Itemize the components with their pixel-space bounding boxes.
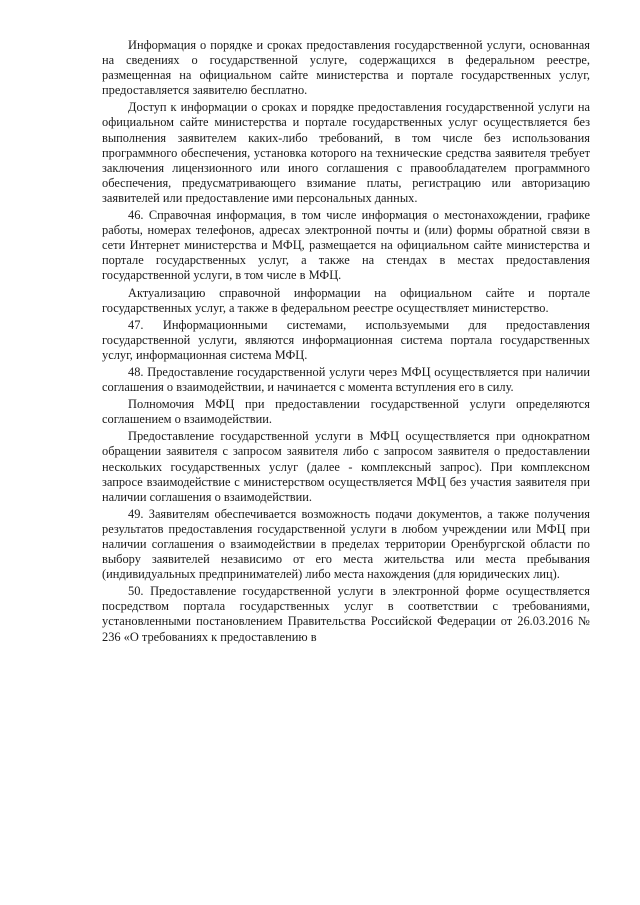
paragraph-item-46: 46. Справочная информация, в том числе информация о местонахождении, графике работы, номерах телефонов, адресах электронной почты и (или) формы обратной связи в сети Интернет министерства и МФЦ, размещается на официальном сайте министерства и портале государственных услуг, а также на стендах в местах предоставления государственной услуги, в том числе в МФЦ. [102,208,590,283]
paragraph-item-50: 50. Предоставление государственной услуги в электронной форме осуществляется посредством портала государственных услуг в соответствии с требованиями, установленными постановлением Правительства Российской Федерации от 26.03.2016 № 236 «О требованиях к предоставлению в [102,584,590,644]
paragraph-item-48: 48. Предоставление государственной услуги через МФЦ осуществляется при наличии соглашения о взаимодействии, и начинается с момента вступления его в силу. [102,364,590,395]
paragraph-mfc-complex-request: Предоставление государственной услуги в МФЦ осуществляется при однократном обращении заявителя с запросом заявителя либо с запросом заявителя о предоставлении нескольких государственных услуг (далее - комплексный запрос). При комплексном запросе взаимодействие с министерством осуществляется МФЦ без участия заявителя при наличии соглашения о взаимодействии. [102,429,590,504]
paragraph-actualization: Актуализацию справочной информации на официальном сайте и портале государственных услуг, а также в федеральном реестре осуществляет министерство. [102,285,590,315]
paragraph-item-49: 49. Заявителям обеспечивается возможность подачи документов, а также получения результатов предоставления государственной услуги в любом учреждении или МФЦ при наличии соглашения о взаимодействии в пределах территории Оренбургской области по выбору заявителей независимо от его места жительства или места пребывания (индивидуальных предпринимателей) либо места нахождения (для юридических лиц). [102,506,590,582]
document-page [102,38,590,647]
paragraph-access-no-requirements: Доступ к информации о сроках и порядке предоставления государственной услуги на официальном сайте министерства и портале государственных услуг осуществляется без выполнения заявителем каких-либо требований, в том числе без использования программного обеспечения, установка которого на технические средства заявителя требует заключения лицензионного или иного соглашения с правообладателем программного обеспечения, предусматривающего взимание платы, регистрацию или авторизацию заявителей или предоставление ими персональных данных. [102,100,590,205]
paragraph-mfc-powers: Полномочия МФЦ при предоставлении государственной услуги определяются соглашением о взаимодействии. [102,397,590,427]
paragraph-item-47: 47. Информационными системами, используемыми для предоставления государственной услуги, являются информационная система портала государственных услуг, информационная система МФЦ. [102,317,590,362]
paragraph-info-free: Информация о порядке и сроках предоставления государственной услуги, основанная на сведениях о государственной услуге, содержащихся в федеральном реестре, размещенная на официальном сайте министерства и портале государственных услуг, предоставляется заявителю бесплатно. [102,38,590,98]
